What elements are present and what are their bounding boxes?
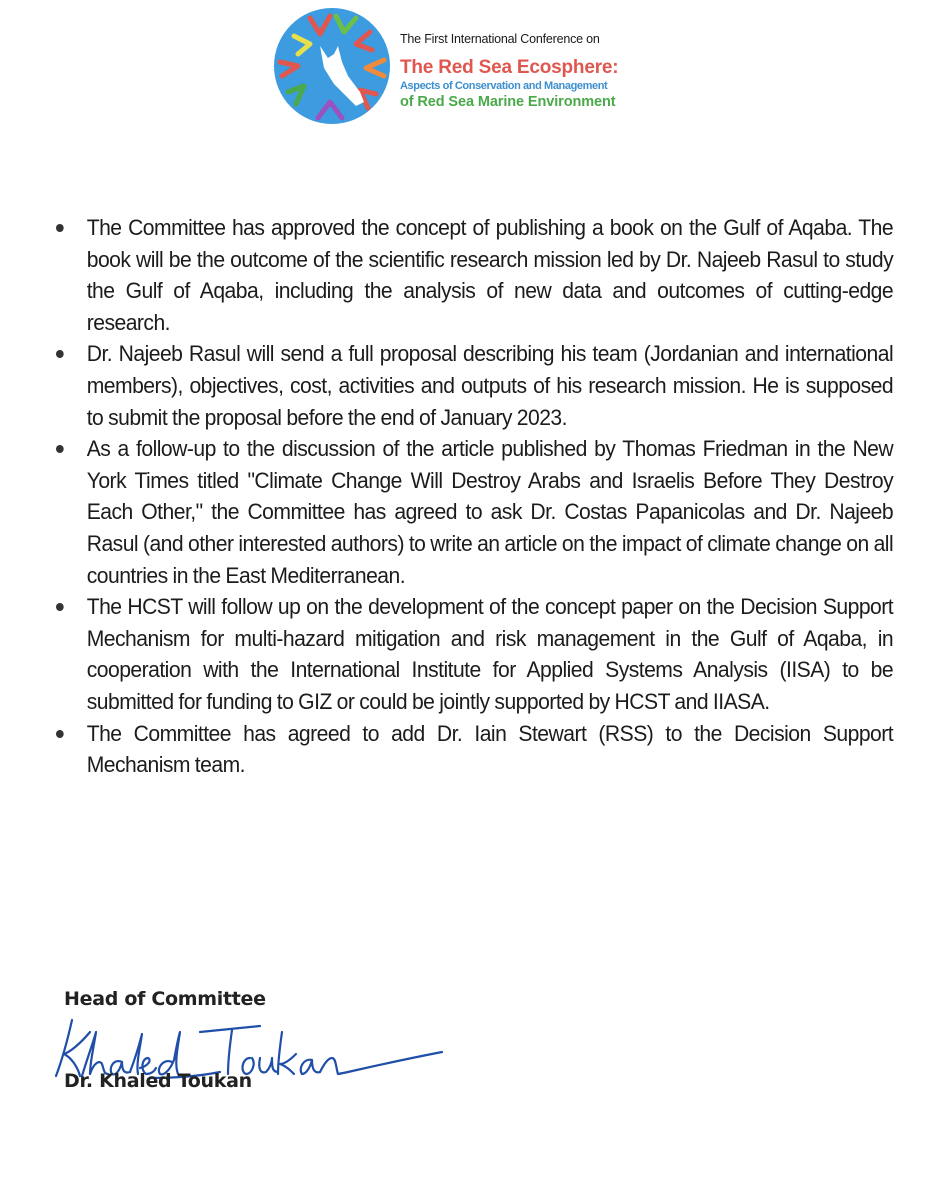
- signature-block: [64, 988, 266, 1092]
- list-item-text: The Committee has approved the concept of publishing a book on the Gulf of Aqaba. The book will be the outcome of the scientific research mission led by Dr. Najeeb Rasul to study the Gulf of Aqaba, including the analysis of new data and outcomes of cutting-edge research.: [86, 215, 894, 335]
- list-item: [56, 212, 893, 338]
- signatory-name: Dr. Khaled Toukan: [64, 1070, 252, 1092]
- list-item-text: As a follow-up to the discussion of the article published by Thomas Friedman in the New York Times titled "Climate Change Will Destroy Arabs and Israelis Before They Destroy Each Other," the Committee has agreed to ask Dr. Costas Papanicolas and Dr. Najeeb Rasul (and other interested authors) to write an article on the impact of climate change on all countries in the East Mediterranean.: [86, 436, 894, 588]
- list-item-text: The HCST will follow up on the development of the concept paper on the Decision Support Mechanism for multi-hazard mitigation and risk management in the Gulf of Aqaba, in cooperation with the International Institute for Applied Systems Analysis (IISA) to be submitted for funding to GIZ or could be jointly supported by HCST and IIASA.: [86, 594, 894, 714]
- list-item-text: Dr. Najeeb Rasul will send a full proposal describing his team (Jordanian and international members), objectives, cost, activities and outputs of his research mission. He is supposed to submit the proposal before the end of January 2023.: [86, 341, 894, 430]
- decisions-list: [56, 212, 894, 781]
- conference-subtitle: Aspects of Conservation and Management: [400, 80, 608, 92]
- bullet-icon: [56, 445, 64, 453]
- list-item: [56, 433, 893, 591]
- conference-header: [272, 6, 652, 128]
- conference-title: The Red Sea Ecosphere:: [400, 57, 619, 78]
- signatory-title: Head of Committee: [64, 988, 266, 1010]
- bullet-icon: [56, 730, 64, 738]
- list-item: [56, 591, 893, 717]
- conference-intro: The First International Conference on: [400, 32, 600, 46]
- conference-subtitle-2: of Red Sea Marine Environment: [400, 94, 616, 110]
- red-sea-ecosphere-logo-icon: [272, 6, 392, 126]
- bullet-icon: [56, 224, 64, 232]
- list-item: [56, 718, 893, 781]
- list-item: [56, 338, 893, 433]
- bullet-icon: [56, 350, 64, 358]
- list-item-text: The Committee has agreed to add Dr. Iain Stewart (RSS) to the Decision Support Mechanism team.: [86, 720, 894, 778]
- bullet-icon: [56, 603, 64, 611]
